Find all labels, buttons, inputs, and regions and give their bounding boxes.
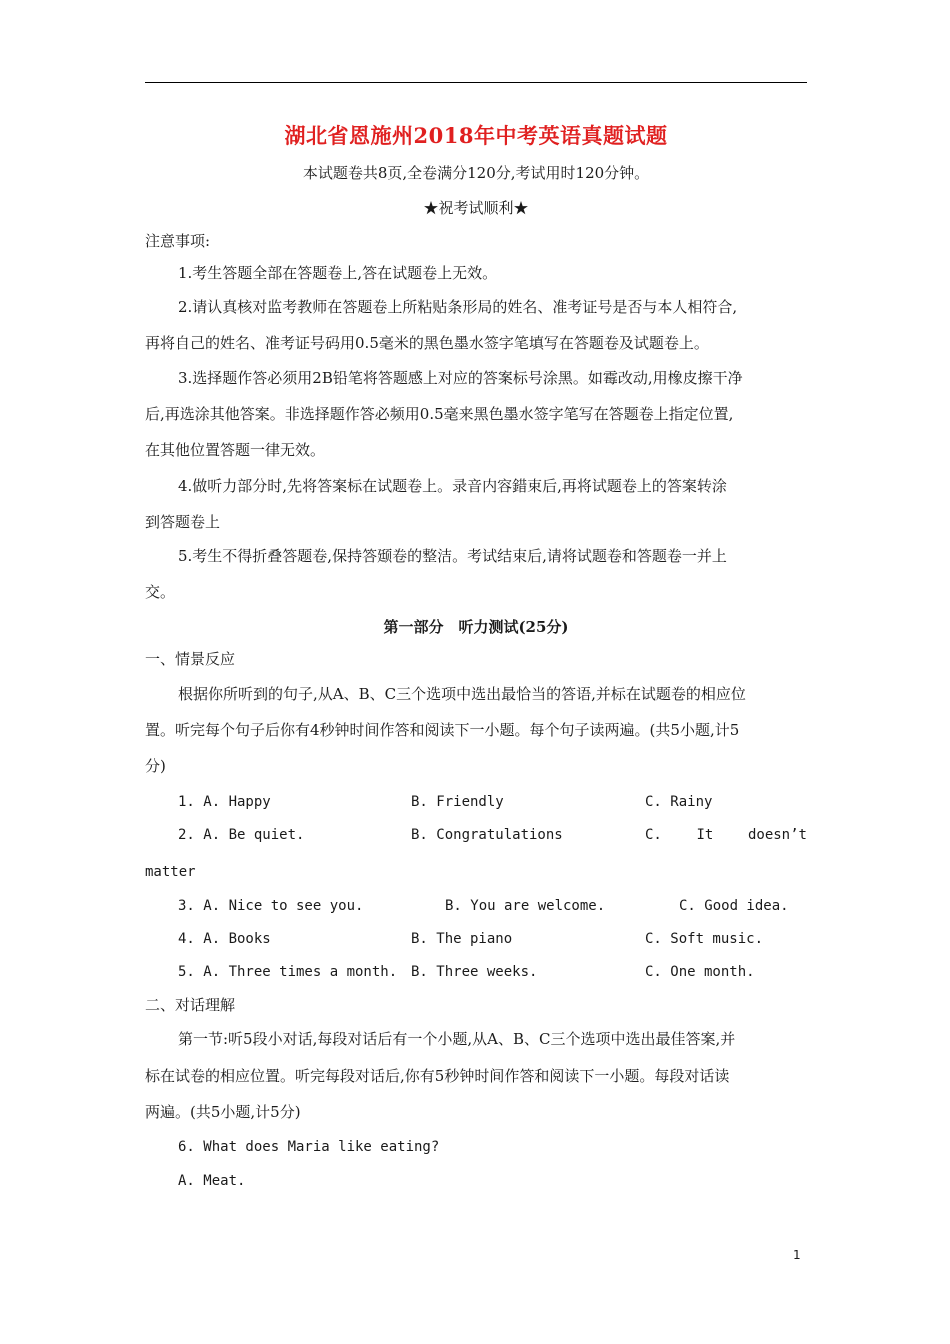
note-line: 3.选择题作答必须用2B铅笔将答题感上对应的答案标号涂黑。如霉改动,用橡皮擦干净	[178, 369, 743, 387]
option-a: 5. A. Three times a month.	[178, 964, 398, 980]
question-row	[145, 792, 807, 812]
note-line: 4.做听力部分时,先将答案标在试题卷上。录音内容錯束后,再将试题卷上的答案转涂	[178, 477, 727, 495]
option-c: C. One month.	[645, 964, 755, 980]
option-c	[645, 825, 807, 845]
option-b: B. Friendly	[411, 794, 504, 810]
question-row	[145, 962, 807, 982]
page-number: 1	[793, 1248, 801, 1262]
subtitle: 本试题卷共8页,全卷满分120分,考试用时120分钟。	[302, 164, 650, 182]
section1-heading: 一、情景反应	[145, 650, 236, 668]
option-c-word: doesn’t	[747, 827, 807, 843]
section2-instructions: 第一节:听5段小对话,每段对话后有一个小题,从A、B、C三个选项中选出最佳答案,并	[178, 1030, 736, 1048]
option-c-word: It	[696, 827, 714, 843]
option-b: B. Congratulations	[411, 827, 563, 843]
section1-instructions: 根据你所听到的句子,从A、B、C三个选项中选出最恰当的答语,并标在试题卷的相应位	[178, 685, 746, 703]
option-c: C. Soft music.	[645, 931, 764, 947]
option-c: C. Rainy	[645, 794, 713, 810]
option-b: B. Three weeks.	[411, 964, 538, 980]
note-line: 交。	[145, 583, 176, 601]
note-line: 2.请认真核对监考教师在答题卷上所粘贴条形局的姓名、准考证号是否与本人相符合,	[178, 298, 738, 316]
question-row	[145, 825, 807, 845]
option-c-continuation: matter	[145, 864, 196, 880]
notes-heading: 注意事项:	[145, 232, 211, 250]
blessing: ★祝考试顺利★	[423, 199, 529, 217]
note-line: 后,再选涂其他答案。非选择题作答必频用0.5毫来黑色墨水签字笔写在答题卷上指定位置,	[145, 405, 734, 423]
note-line: 到答题卷上	[145, 513, 221, 531]
question-row	[145, 929, 807, 949]
header-rule	[145, 82, 807, 83]
page-title: 湖北省恩施州2018年中考英语真题试题	[284, 123, 668, 148]
option-a: 3. A. Nice to see you.	[178, 898, 364, 914]
option-c-label: C.	[645, 827, 662, 843]
note-line: 1.考生答题全部在答题卷上,答在试题卷上无效。	[178, 264, 498, 282]
section2-heading: 二、对话理解	[145, 996, 236, 1014]
option-a: 4. A. Books	[178, 931, 271, 947]
note-line: 5.考生不得折叠答题卷,保持答颋卷的整洁。考试结束后,请将试题卷和答题卷一并上	[178, 547, 727, 565]
question-6: 6. What does Maria like eating?	[178, 1139, 440, 1155]
section2-instructions: 标在试卷的相应位置。听完每段对话后,你有5秒钟时间作答和阅读下一小题。每段对话读	[145, 1067, 730, 1085]
part1-heading: 第一部分 听力测试(25分)	[383, 618, 569, 636]
option-b: B. The piano	[411, 931, 513, 947]
section1-instructions: 置。听完每个句子后你有4秒钟时间作答和阅读下一小题。每个句子读两遍。(共5小题,计5	[145, 721, 740, 739]
section1-instructions: 分)	[145, 757, 166, 775]
section2-instructions: 两遍。(共5小题,计5分)	[145, 1103, 301, 1121]
question-row	[145, 896, 807, 916]
note-line: 在其他位置答题一律无效。	[145, 441, 326, 459]
question-6-option-a: A. Meat.	[178, 1173, 246, 1189]
option-a: 2. A. Be quiet.	[178, 827, 305, 843]
option-b: B. You are welcome.	[445, 898, 606, 914]
option-a: 1. A. Happy	[178, 794, 271, 810]
note-line: 再将自己的姓名、准考证号码用0.5毫米的黑色墨水签字笔填写在答题卷及试题卷上。	[145, 334, 709, 352]
option-c: C. Good idea.	[679, 898, 789, 914]
